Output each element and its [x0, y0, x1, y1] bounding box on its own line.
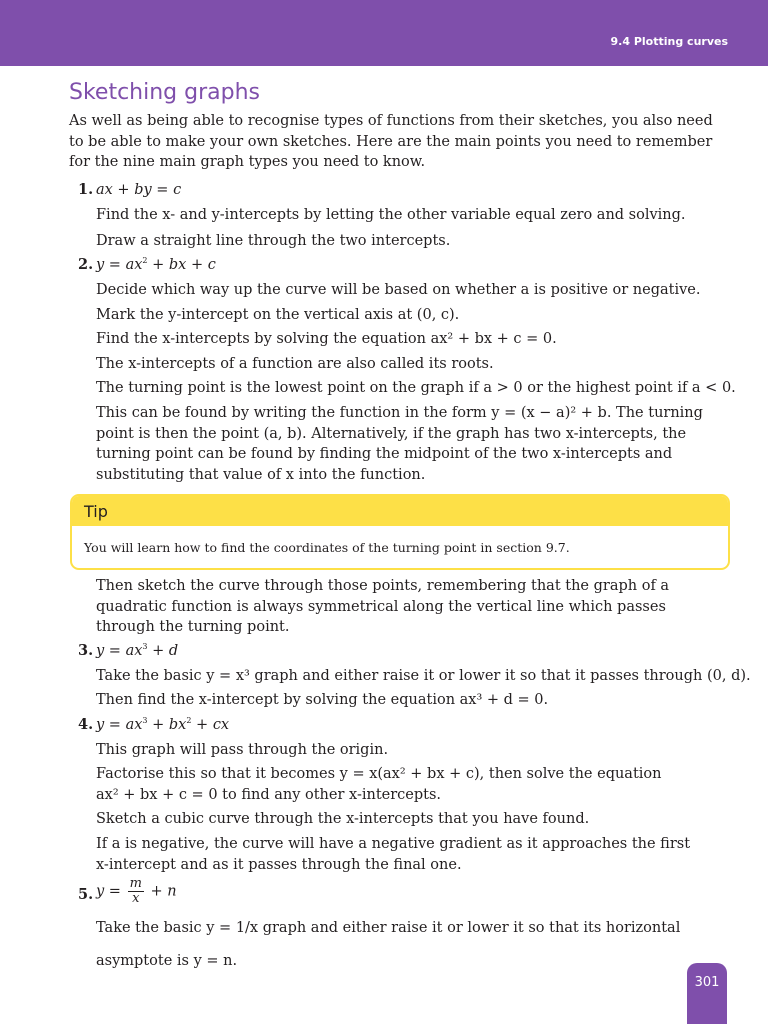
item-3-equation: $y = ax^3 + d$	[96, 642, 179, 659]
item-4-line-1: This graph will pass through the origin.	[96, 742, 389, 758]
tip-box	[70, 494, 730, 570]
item-2-number: 2.	[78, 256, 94, 273]
header-bar	[0, 0, 768, 66]
tip-heading: Tip	[72, 496, 728, 526]
item-2-line-5: The turning point is the lowest point on the graph if a > 0 or the highest point if a < 0.	[96, 380, 736, 396]
item-4-number: 4.	[78, 716, 94, 733]
item-2-line-6: This can be found by writing the function in the form y = (x − a)² + b. The turning point is then the point (a, b). Alternatively, if the graph has two x-intercepts, the turning point can be found by finding the midpoint of the two x-intercepts and substituting that value of x into the function.	[96, 405, 703, 483]
item-5-line-2: asymptote is y = n.	[96, 953, 238, 969]
item-2-line-7: Then sketch the curve through those points, remembering that the graph of a quadratic function is always symmetrical along the vertical line which passes through the turning point.	[96, 578, 670, 635]
item-2-line-4: The x-intercepts of a function are also called its roots.	[96, 356, 494, 372]
item-4-line-2: Factorise this so that it becomes y = x(ax² + bx + c), then solve the equation ax² + bx + c = 0 to find any other x-intercepts.	[96, 766, 662, 803]
item-4-line-3: Sketch a cubic curve through the x-intercepts that you have found.	[96, 811, 590, 827]
item-2-line-2: Mark the y-intercept on the vertical axis at (0, c).	[96, 307, 460, 323]
item-5-number: 5.	[78, 886, 94, 903]
item-1-line-1: Find the x- and y-intercepts by letting the other variable equal zero and solving.	[96, 207, 686, 223]
item-5-equation: y = $\frac{m}{x}$ + n	[96, 876, 177, 906]
tip-text: You will learn how to find the coordinates of the turning point in section 9.7.	[84, 540, 570, 555]
section-label: 9.4 Plotting curves	[610, 35, 728, 48]
item-2-line-1: Decide which way up the curve will be based on whether a is positive or negative.	[96, 282, 701, 298]
item-3-line-2: Then find the x-intercept by solving the equation ax³ + d = 0.	[96, 692, 549, 708]
page-number-tab	[687, 963, 727, 1024]
page-number: 301	[694, 975, 720, 990]
item-4-line-4: If a is negative, the curve will have a negative gradient as it approaches the first x-intercept and as it passes through the final one.	[96, 836, 691, 873]
intro-paragraph: As well as being able to recognise types of functions from their sketches, you also need to be able to make your own sketches. Here are the main points you need to remember for the nine main graph types you need to know.	[69, 113, 713, 170]
item-1-line-2: Draw a straight line through the two intercepts.	[96, 233, 451, 249]
item-1-number: 1.	[78, 181, 94, 198]
item-3-number: 3.	[78, 642, 94, 659]
item-2-line-3: Find the x-intercepts by solving the equation ax² + bx + c = 0.	[96, 331, 557, 347]
item-3-line-1: Take the basic y = x³ graph and either raise it or lower it so that it passes through (0, d).	[96, 668, 751, 684]
item-4-equation: $y = ax^3 + bx^2$ + cx	[96, 716, 230, 733]
item-1-equation: ax + by = c	[96, 182, 182, 198]
item-5-line-1: Take the basic y = 1/x graph and either raise it or lower it so that its horizontal	[96, 920, 681, 936]
item-2-equation: $y = ax^2$ + bx + c	[96, 256, 216, 273]
page-title: Sketching graphs	[69, 80, 260, 105]
